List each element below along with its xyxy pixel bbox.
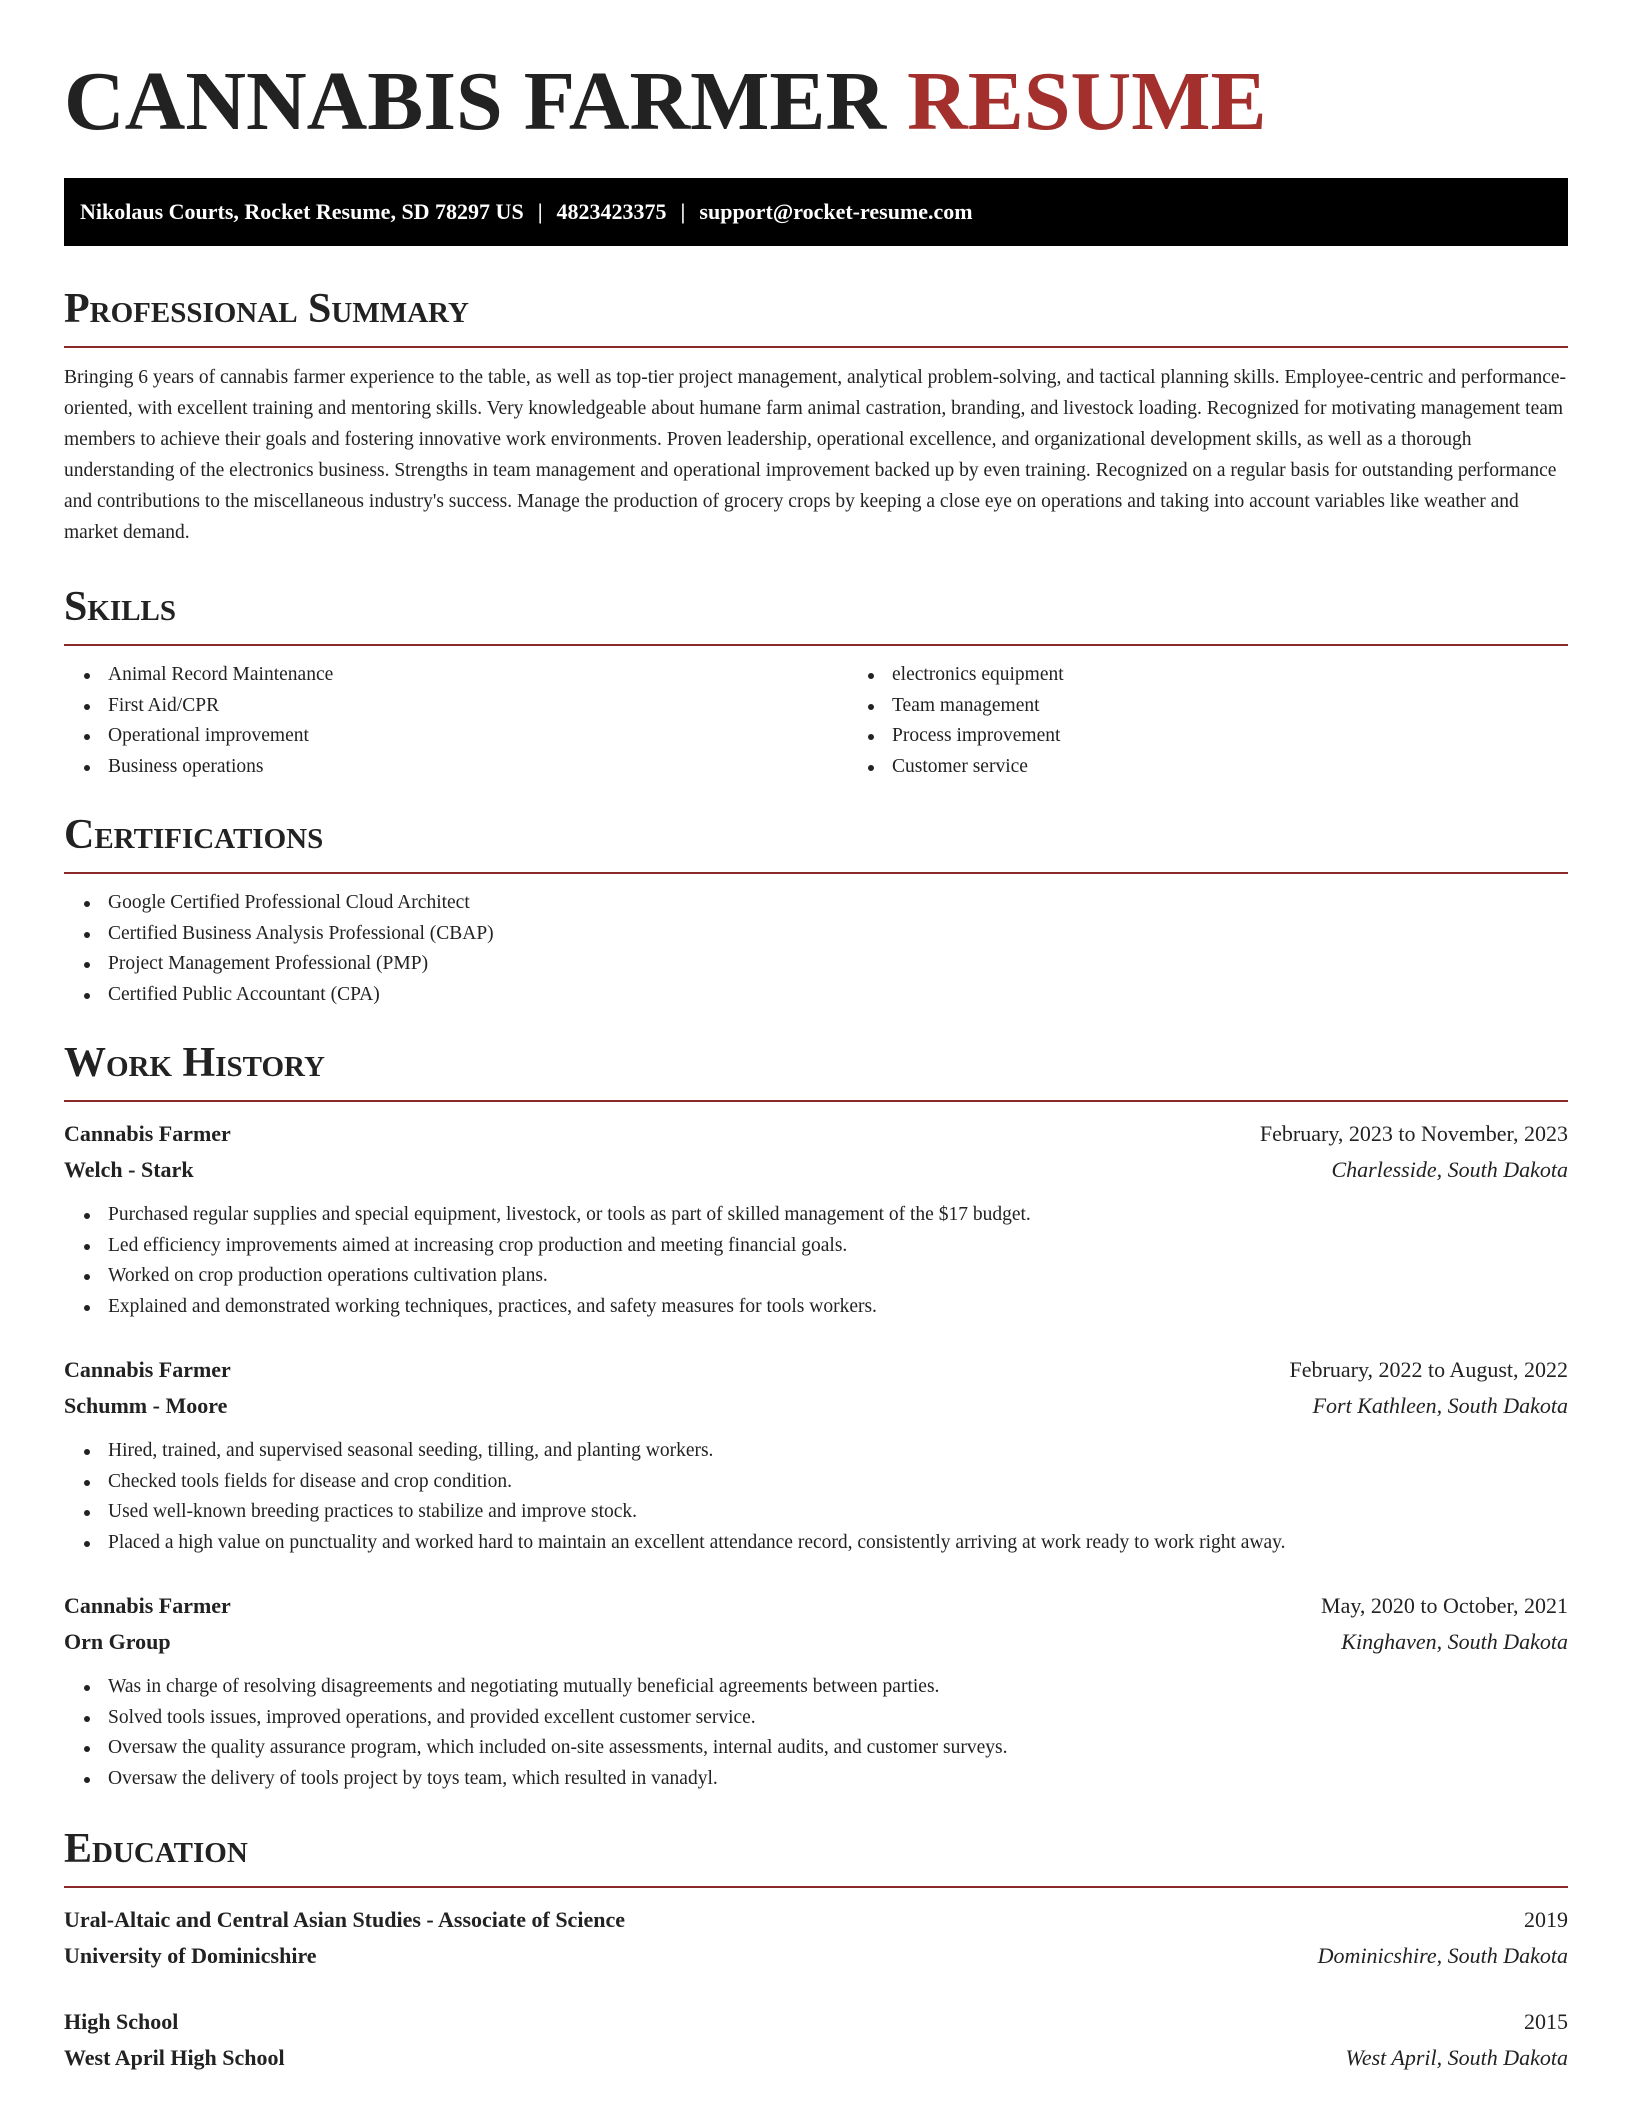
skill-item: Animal Record Maintenance (108, 660, 848, 691)
section-heading: Work History (64, 1040, 325, 1086)
education-school: West April High School (64, 2045, 285, 2070)
skill-item: Business operations (108, 752, 848, 783)
skills-list-left (64, 660, 848, 782)
job-location: Kinghaven, South Dakota (1341, 1629, 1568, 1654)
education-school-row (64, 2040, 1568, 2076)
education-school-row (64, 1938, 1568, 1974)
job-bullet: Solved tools issues, improved operations, and provided excellent customer service. (108, 1703, 1568, 1734)
resume-page (64, 0, 1568, 2076)
job-location: Fort Kathleen, South Dakota (1312, 1393, 1568, 1418)
skill-item: Operational improvement (108, 721, 848, 752)
section-work-history (64, 1038, 1568, 1794)
title-main: CANNABIS FARMER (64, 55, 887, 148)
contact-bar (64, 178, 1568, 246)
section-certifications (64, 810, 1568, 1010)
education-year: 2019 (1524, 1907, 1568, 1932)
education-degree-row (64, 2004, 1568, 2040)
job-title: Cannabis Farmer (64, 1593, 231, 1618)
job-dates: February, 2023 to November, 2023 (1259, 1121, 1568, 1146)
job-company-row (64, 1624, 1568, 1660)
section-divider (64, 1100, 1568, 1102)
job-bullet: Worked on crop production operations cultivation plans. (108, 1261, 1568, 1292)
certifications-list (64, 888, 1568, 1010)
certification-item: Certified Public Accountant (CPA) (108, 980, 1568, 1011)
section-divider (64, 346, 1568, 348)
job-bullets (64, 1436, 1568, 1558)
certification-item: Google Certified Professional Cloud Architect (108, 888, 1568, 919)
contact-phone[interactable]: 4823423375 (556, 199, 667, 224)
job-bullet: Oversaw the delivery of tools project by toys team, which resulted in vanadyl. (108, 1764, 1568, 1795)
job-entry (64, 1352, 1568, 1558)
contact-separator: | (537, 199, 543, 224)
skill-item: Customer service (892, 752, 1632, 783)
contact-email[interactable]: support@rocket-resume.com (699, 199, 973, 224)
job-bullet: Oversaw the quality assurance program, which included on-site assessments, internal audits, and customer surveys. (108, 1733, 1568, 1764)
job-header-row (64, 1116, 1568, 1152)
job-bullet: Checked tools fields for disease and crop condition. (108, 1467, 1568, 1498)
job-company-row (64, 1388, 1568, 1424)
skill-item: Process improvement (892, 721, 1632, 752)
job-dates: February, 2022 to August, 2022 (1289, 1357, 1568, 1382)
education-year: 2015 (1524, 2009, 1568, 2034)
resume-title (64, 55, 1568, 148)
job-header-row (64, 1352, 1568, 1388)
contact-address: Nikolaus Courts, Rocket Resume, SD 78297 US (80, 199, 524, 224)
section-heading: Certifications (64, 812, 324, 858)
section-divider (64, 644, 1568, 646)
section-heading: Professional Summary (64, 286, 469, 332)
job-location: Charlesside, South Dakota (1331, 1157, 1568, 1182)
education-degree: Ural-Altaic and Central Asian Studies - Associate of Science (64, 1907, 625, 1932)
job-company: Schumm - Moore (64, 1393, 228, 1418)
job-bullet: Placed a high value on punctuality and worked hard to maintain an excellent attendance record, consistently arriving at work ready to work right away. (108, 1528, 1568, 1559)
job-bullets (64, 1200, 1568, 1322)
job-entry (64, 1116, 1568, 1322)
job-bullet: Used well-known breeding practices to stabilize and improve stock. (108, 1497, 1568, 1528)
section-divider (64, 1886, 1568, 1888)
job-bullet: Was in charge of resolving disagreements and negotiating mutually beneficial agreements between parties. (108, 1672, 1568, 1703)
job-title: Cannabis Farmer (64, 1121, 231, 1146)
section-skills (64, 582, 1568, 782)
job-title: Cannabis Farmer (64, 1357, 231, 1382)
certification-item: Project Management Professional (PMP) (108, 949, 1568, 980)
section-heading: Skills (64, 584, 177, 630)
education-location: Dominicshire, South Dakota (1317, 1943, 1568, 1968)
education-degree-row (64, 1902, 1568, 1938)
education-school: University of Dominicshire (64, 1943, 317, 1968)
education-entry (64, 1902, 1568, 1974)
job-dates: May, 2020 to October, 2021 (1321, 1593, 1568, 1618)
job-entry (64, 1588, 1568, 1794)
job-bullet: Hired, trained, and supervised seasonal seeding, tilling, and planting workers. (108, 1436, 1568, 1467)
skill-item: electronics equipment (892, 660, 1632, 691)
skills-list-right (848, 660, 1632, 782)
title-accent: RESUME (907, 55, 1267, 148)
summary-text: Bringing 6 years of cannabis farmer experience to the table, as well as top-tier project management, analytical problem-solving, and tactical planning skills. Employee-centric and performance-oriented, with excellent training and mentoring skills. Very knowledgeable about humane farm animal castration, branding, and livestock loading. Recognized for motivating management team members to achieve their goals and fostering innovative work environments. Proven leadership, operational excellence, and organizational development skills, as well as a thorough understanding of the electronics business. Strengths in team management and operational improvement backed up by even training. Recognized on a regular basis for outstanding performance and contributions to the miscellaneous industry's success. Manage the production of grocery crops by keeping a close eye on operations and taking into account variables like weather and market demand. (64, 367, 1567, 543)
section-heading: Education (64, 1826, 248, 1872)
section-professional-summary (64, 284, 1568, 548)
job-bullet: Purchased regular supplies and special equipment, livestock, or tools as part of skilled management of the $17 budget. (108, 1200, 1568, 1231)
education-degree: High School (64, 2009, 179, 2034)
job-company: Welch - Stark (64, 1157, 194, 1182)
job-bullets (64, 1672, 1568, 1794)
skill-item: First Aid/CPR (108, 691, 848, 722)
contact-separator: | (680, 199, 686, 224)
skill-item: Team management (892, 691, 1632, 722)
section-divider (64, 872, 1568, 874)
skills-grid (64, 660, 1568, 782)
job-company-row (64, 1152, 1568, 1188)
job-bullet: Explained and demonstrated working techniques, practices, and safety measures for tools workers. (108, 1292, 1568, 1323)
job-header-row (64, 1588, 1568, 1624)
job-company: Orn Group (64, 1629, 171, 1654)
certification-item: Certified Business Analysis Professional (CBAP) (108, 919, 1568, 950)
job-bullet: Led efficiency improvements aimed at increasing crop production and meeting financial goals. (108, 1231, 1568, 1262)
section-education (64, 1824, 1568, 2076)
education-location: West April, South Dakota (1345, 2045, 1568, 2070)
education-entry (64, 2004, 1568, 2076)
